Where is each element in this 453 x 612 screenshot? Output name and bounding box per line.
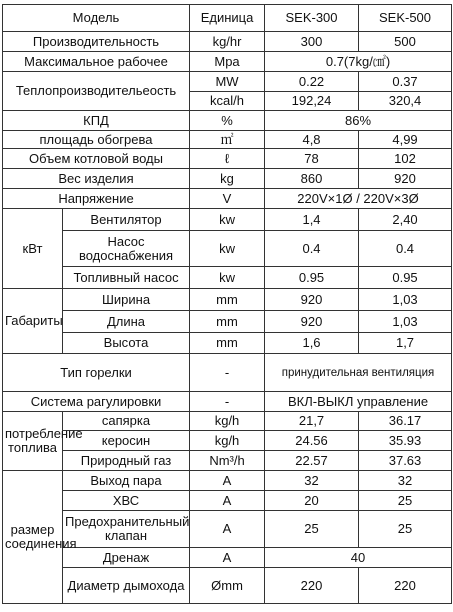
cell-sek300: 1,4 <box>265 209 359 231</box>
table-row <box>3 267 452 289</box>
table-row <box>3 311 452 333</box>
row-unit: mm <box>190 311 265 333</box>
header-unit: Единица <box>190 5 265 32</box>
row-unit: MW <box>190 72 265 92</box>
cell-sek300: 0.22 <box>265 72 359 92</box>
header-model: Модель <box>3 5 190 32</box>
row-label: керосин <box>63 431 190 451</box>
header-sek300: SEK-300 <box>265 5 359 32</box>
row-label: Ширина <box>63 289 190 311</box>
row-label: Высота <box>63 333 190 354</box>
row-unit: kg/h <box>190 412 265 431</box>
cell-sek500: 0.95 <box>359 267 452 289</box>
row-label: Топливный насос <box>63 267 190 289</box>
row-label: Максимальное рабочее <box>3 52 190 72</box>
table-row <box>3 169 452 189</box>
row-unit: Mpa <box>190 52 265 72</box>
cell-sek300: 32 <box>265 471 359 491</box>
cell-sek500: 0.37 <box>359 72 452 92</box>
row-unit: kcal/h <box>190 92 265 111</box>
table-row <box>3 451 452 471</box>
row-label: Теплопроизводительеость <box>3 72 190 111</box>
group-fuel: потребление топлива <box>3 412 63 471</box>
row-unit: A <box>190 491 265 511</box>
table-row <box>3 392 452 412</box>
cell-both: 220V×1Ø / 220V×3Ø <box>265 189 452 209</box>
cell-sek300: 0.4 <box>265 231 359 267</box>
row-unit: - <box>190 392 265 412</box>
cell-both: 86% <box>265 111 452 131</box>
row-label: сапярка <box>63 412 190 431</box>
cell-sek300: 4,8 <box>265 131 359 149</box>
row-unit: V <box>190 189 265 209</box>
table-row <box>3 412 452 431</box>
row-unit: kg <box>190 169 265 189</box>
cell-sek500: 25 <box>359 491 452 511</box>
table-row <box>3 32 452 52</box>
cell-sek300: 920 <box>265 289 359 311</box>
cell-sek500: 35.93 <box>359 431 452 451</box>
row-unit: A <box>190 471 265 491</box>
cell-sek500: 36.17 <box>359 412 452 431</box>
cell-sek500: 37.63 <box>359 451 452 471</box>
cell-sek500: 25 <box>359 511 452 548</box>
cell-sek300: 20 <box>265 491 359 511</box>
row-unit: Nm³/h <box>190 451 265 471</box>
row-label: Дренаж <box>63 548 190 568</box>
cell-sek300: 300 <box>265 32 359 52</box>
row-unit: kg/h <box>190 431 265 451</box>
row-label: Насос водоснабжения <box>63 231 190 267</box>
cell-both: ВКЛ-ВЫКЛ управление <box>265 392 452 412</box>
cell-sek300: 920 <box>265 311 359 333</box>
cell-sek300: 21,7 <box>265 412 359 431</box>
table-row <box>3 333 452 354</box>
cell-both: принудительная вентиляция <box>265 354 452 392</box>
row-label: Напряжение <box>3 189 190 209</box>
cell-sek300: 1,6 <box>265 333 359 354</box>
row-unit: A <box>190 511 265 548</box>
table-row <box>3 111 452 131</box>
row-label: Система рагулировки <box>3 392 190 412</box>
cell-sek500: 4,99 <box>359 131 452 149</box>
cell-sek500: 220 <box>359 568 452 604</box>
row-label: Тип горелки <box>3 354 190 392</box>
cell-sek500: 102 <box>359 149 452 169</box>
cell-sek300: 220 <box>265 568 359 604</box>
table-row <box>3 149 452 169</box>
table-row <box>3 209 452 231</box>
table-row <box>3 289 452 311</box>
table-row <box>3 471 452 491</box>
cell-sek300: 25 <box>265 511 359 548</box>
row-unit: kw <box>190 231 265 267</box>
row-label: Производительность <box>3 32 190 52</box>
row-unit: A <box>190 548 265 568</box>
group-power: кВт <box>3 209 63 289</box>
row-label: Выход пара <box>63 471 190 491</box>
table-row <box>3 72 452 92</box>
row-unit: mm <box>190 289 265 311</box>
row-label: Природный газ <box>63 451 190 471</box>
cell-sek300: 24.56 <box>265 431 359 451</box>
table-header-row <box>3 5 452 32</box>
cell-both: 0.7(7kg/㎠) <box>265 52 452 72</box>
group-dimensions: Габариты <box>3 289 63 354</box>
table-row <box>3 354 452 392</box>
cell-sek500: 500 <box>359 32 452 52</box>
cell-sek500: 1,7 <box>359 333 452 354</box>
cell-both: 40 <box>265 548 452 568</box>
row-label: Диаметр дымохода <box>63 568 190 604</box>
cell-sek300: 22.57 <box>265 451 359 471</box>
header-sek500: SEK-500 <box>359 5 452 32</box>
table-row <box>3 189 452 209</box>
row-unit: kw <box>190 267 265 289</box>
table-row <box>3 52 452 72</box>
cell-sek500: 32 <box>359 471 452 491</box>
row-label: Вентилятор <box>63 209 190 231</box>
table-row <box>3 131 452 149</box>
row-unit: ℓ <box>190 149 265 169</box>
row-unit: kg/hr <box>190 32 265 52</box>
row-unit: Ømm <box>190 568 265 604</box>
row-unit: kw <box>190 209 265 231</box>
table-row <box>3 491 452 511</box>
row-unit: - <box>190 354 265 392</box>
group-connections: размер соединения <box>3 471 63 604</box>
cell-sek500: 1,03 <box>359 289 452 311</box>
row-label: площадь обогрева <box>3 131 190 149</box>
cell-sek500: 320,4 <box>359 92 452 111</box>
table-row <box>3 568 452 604</box>
cell-sek500: 1,03 <box>359 311 452 333</box>
cell-sek300: 78 <box>265 149 359 169</box>
row-label: КПД <box>3 111 190 131</box>
cell-sek500: 2,40 <box>359 209 452 231</box>
row-label: ХВС <box>63 491 190 511</box>
table-row <box>3 231 452 267</box>
row-unit: mm <box>190 333 265 354</box>
row-unit: ㎡ <box>190 131 265 149</box>
cell-sek300: 0.95 <box>265 267 359 289</box>
cell-sek500: 0.4 <box>359 231 452 267</box>
cell-sek300: 192,24 <box>265 92 359 111</box>
row-label: Предохранительный клапан <box>63 511 190 548</box>
row-label: Вес изделия <box>3 169 190 189</box>
cell-sek300: 860 <box>265 169 359 189</box>
row-label: Длина <box>63 311 190 333</box>
row-label: Объем котловой воды <box>3 149 190 169</box>
cell-sek500: 920 <box>359 169 452 189</box>
spec-table <box>2 4 452 604</box>
row-unit: % <box>190 111 265 131</box>
